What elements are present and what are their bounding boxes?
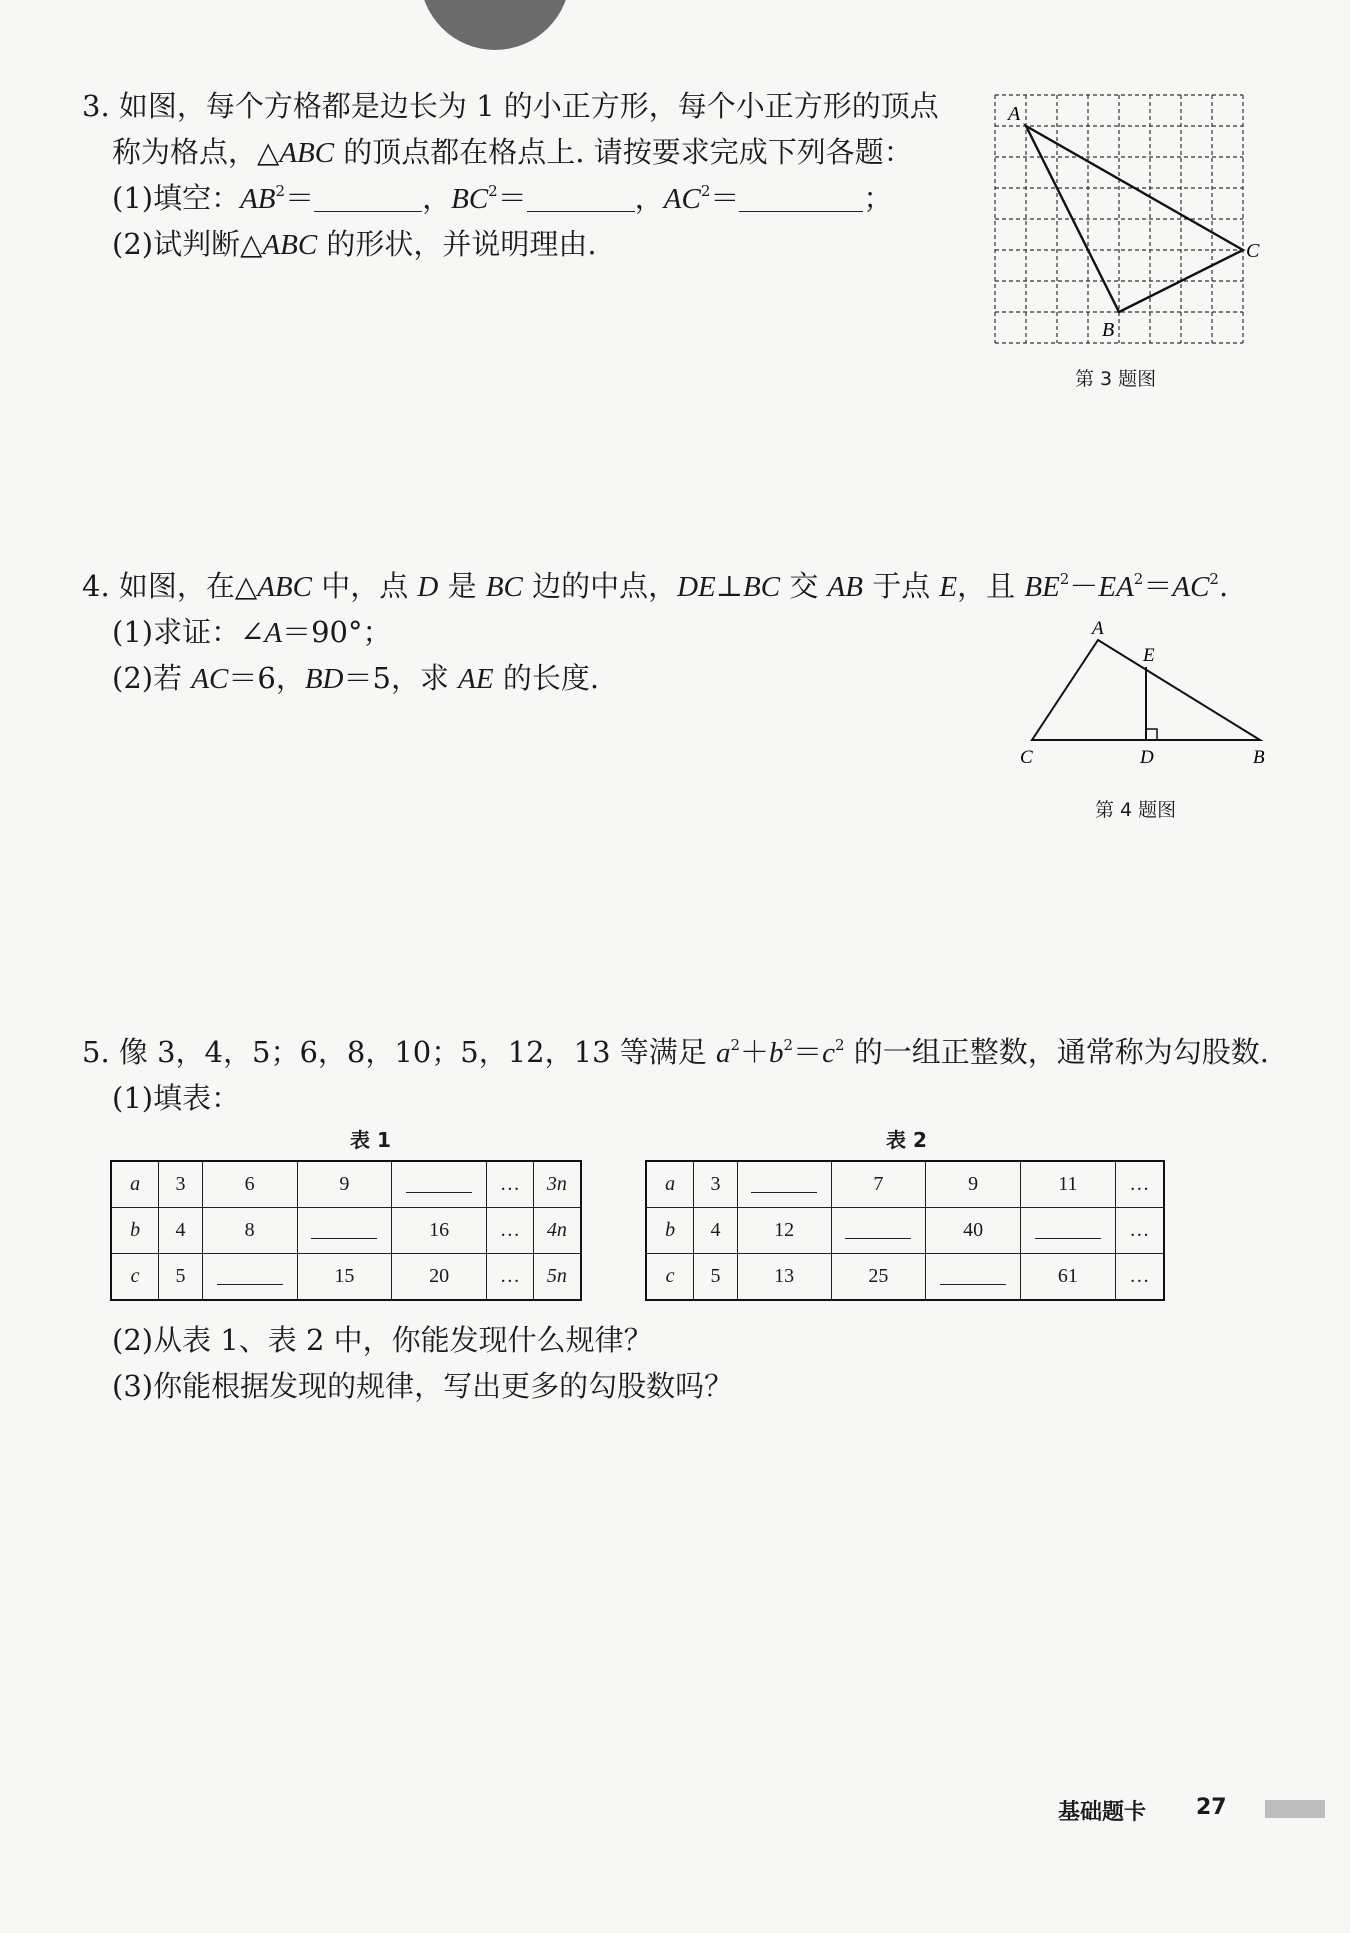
page-number: 27 bbox=[1196, 1795, 1227, 1820]
t1-cell: c bbox=[111, 1254, 159, 1301]
q3-part1-label: (1)填空： bbox=[112, 181, 241, 215]
q5-t-g: 的一组正整数，通常称为勾股数. bbox=[844, 1035, 1269, 1069]
q3-sq2: 2 bbox=[488, 182, 498, 200]
q4-part2 bbox=[112, 658, 599, 699]
t1-cell: … bbox=[486, 1161, 533, 1208]
q4-p2-d: BD bbox=[304, 663, 344, 695]
table-row bbox=[111, 1208, 581, 1254]
q3-comma1: ， bbox=[422, 181, 452, 215]
table1-caption: 表 1 bbox=[350, 1128, 391, 1152]
footer-bar bbox=[1265, 1800, 1325, 1818]
t1-cell: b bbox=[111, 1208, 159, 1254]
q4-t-e: 是 bbox=[438, 569, 486, 603]
q3-part2-a: (2)试判断△ bbox=[112, 227, 263, 261]
t1-cell: 4 bbox=[159, 1208, 203, 1254]
q3-eq2: ＝ bbox=[497, 181, 527, 215]
table2-caption: 表 2 bbox=[886, 1128, 927, 1152]
q3-blank-bc[interactable] bbox=[527, 185, 635, 212]
q5-var-c: c bbox=[822, 1037, 835, 1069]
t2-cell: b bbox=[646, 1208, 694, 1254]
q4-t-p: BE bbox=[1024, 571, 1060, 603]
t2-cell: 61 bbox=[1020, 1254, 1115, 1301]
q4-line1 bbox=[82, 566, 1228, 607]
q4-t-j: BC bbox=[743, 571, 781, 603]
label-c: C bbox=[1246, 240, 1260, 262]
q4-p1-b: A bbox=[264, 617, 283, 649]
t2-cell: 3 bbox=[694, 1161, 738, 1208]
q4-p2-g: 的长度. bbox=[493, 661, 600, 695]
footer-title: 基础题卡 bbox=[1058, 1800, 1147, 1825]
q3-sq1: 2 bbox=[275, 182, 286, 200]
q3-semicolon: ； bbox=[863, 181, 893, 215]
t2-cell: 40 bbox=[926, 1208, 1021, 1254]
t1-cell: 5 bbox=[159, 1254, 203, 1301]
q3-comma2: ， bbox=[634, 181, 664, 215]
t1-blank-cell[interactable] bbox=[392, 1161, 487, 1208]
t1-cell: a bbox=[111, 1161, 159, 1208]
t2-cell: 5 bbox=[694, 1254, 738, 1301]
q4-caption: 第 4 题图 bbox=[1095, 799, 1177, 821]
q3-part2 bbox=[112, 224, 597, 265]
q5-eq: ＝ bbox=[793, 1035, 823, 1069]
q3-sq3: 2 bbox=[700, 182, 711, 200]
t2-cell: 12 bbox=[737, 1208, 831, 1254]
q5-plus: ＋ bbox=[740, 1035, 770, 1069]
t1-cell: 6 bbox=[202, 1161, 297, 1208]
table-row bbox=[646, 1161, 1164, 1208]
q4-triangle-figure bbox=[1010, 610, 1280, 770]
table-row bbox=[111, 1254, 581, 1301]
q3-text-2a: 称为格点，△ bbox=[112, 135, 280, 169]
q4-t-l: AB bbox=[827, 571, 863, 603]
t2-cell: c bbox=[646, 1254, 694, 1301]
label-a: A bbox=[1008, 103, 1021, 125]
q4-t-h: DE bbox=[677, 571, 716, 603]
answer-blank[interactable] bbox=[217, 1262, 283, 1285]
q5-part2: (2)从表 1、表 2 中，你能发现什么规律？ bbox=[112, 1323, 653, 1357]
t1-cell: 5n bbox=[533, 1254, 581, 1301]
q3-part1 bbox=[112, 178, 892, 219]
t2-cell: 11 bbox=[1020, 1161, 1115, 1208]
t1-blank-cell[interactable] bbox=[297, 1208, 392, 1254]
q3-text-1: 3. 如图，每个方格都是边长为 1 的小正方形，每个小正方形的顶点 bbox=[82, 89, 939, 123]
t2-cell: … bbox=[1115, 1161, 1164, 1208]
t1-cell: 3n bbox=[533, 1161, 581, 1208]
t2-blank-cell[interactable] bbox=[831, 1208, 926, 1254]
q4-p2-a: (2)若 bbox=[112, 661, 192, 695]
q4-sq3: 2 bbox=[1209, 570, 1219, 588]
t2-cell: 13 bbox=[737, 1254, 831, 1301]
t1-cell: 8 bbox=[202, 1208, 297, 1254]
t2-cell: 7 bbox=[831, 1161, 926, 1208]
q5-part1: (1)填表： bbox=[112, 1081, 241, 1115]
t1-cell: 15 bbox=[297, 1254, 392, 1301]
label-b: B bbox=[1102, 319, 1115, 341]
q4-t-k: 交 bbox=[780, 569, 828, 603]
q4-sq2: 2 bbox=[1133, 570, 1144, 588]
answer-blank[interactable] bbox=[845, 1216, 911, 1239]
t2-cell: 25 bbox=[831, 1254, 926, 1301]
q5-sq2: 2 bbox=[783, 1036, 794, 1054]
q4-t-o: ，且 bbox=[957, 569, 1025, 603]
q5-part3: (3)你能根据发现的规律，写出更多的勾股数吗？ bbox=[112, 1369, 734, 1403]
q4-t-q: － bbox=[1069, 569, 1099, 603]
right-angle-mark bbox=[1146, 729, 1157, 740]
q5-var-b: b bbox=[769, 1037, 784, 1069]
q4-t-a: 4. 如图，在△ bbox=[82, 569, 258, 603]
q4-p2-e: ＝5，求 bbox=[343, 661, 459, 695]
q3-part2-var: ABC bbox=[262, 229, 318, 261]
q4-p2-f: AE bbox=[458, 663, 494, 695]
q5-var-a: a bbox=[715, 1037, 731, 1069]
q4-sq1: 2 bbox=[1059, 570, 1070, 588]
q4-t-u: . bbox=[1218, 569, 1229, 603]
t1-cell: 9 bbox=[297, 1161, 392, 1208]
q4-t-c: 中，点 bbox=[311, 569, 418, 603]
label-b-4: B bbox=[1253, 747, 1265, 768]
t2-cell: a bbox=[646, 1161, 694, 1208]
t2-blank-cell[interactable] bbox=[926, 1254, 1021, 1301]
q4-t-i: ⊥ bbox=[715, 569, 744, 603]
q4-t-s: ＝ bbox=[1143, 569, 1173, 603]
q3-part2-b: 的形状，并说明理由. bbox=[317, 227, 597, 261]
answer-blank[interactable] bbox=[311, 1216, 377, 1239]
t1-cell: 20 bbox=[392, 1254, 487, 1301]
q3-grid-figure bbox=[985, 85, 1260, 355]
t1-cell: 16 bbox=[392, 1208, 487, 1254]
answer-blank[interactable] bbox=[940, 1262, 1006, 1285]
q5-sq1: 2 bbox=[730, 1036, 740, 1054]
q3-caption: 第 3 题图 bbox=[1075, 368, 1157, 390]
t1-cell: … bbox=[486, 1208, 533, 1254]
label-d: D bbox=[1140, 747, 1154, 768]
q4-t-g: 边的中点， bbox=[522, 569, 678, 603]
q5-line1 bbox=[82, 1032, 1269, 1073]
t1-cell: 3 bbox=[159, 1161, 203, 1208]
t2-cell: 9 bbox=[926, 1161, 1021, 1208]
q4-part1 bbox=[112, 612, 392, 653]
t1-blank-cell[interactable] bbox=[202, 1254, 297, 1301]
label-c-4: C bbox=[1020, 747, 1033, 768]
table-row bbox=[646, 1254, 1164, 1301]
table1 bbox=[110, 1160, 582, 1301]
q3-text-2b: 的顶点都在格点上. 请按要求完成下列各题： bbox=[334, 135, 913, 169]
answer-blank[interactable] bbox=[1035, 1216, 1101, 1239]
grid-lines bbox=[995, 95, 1243, 343]
q5-t-a: 5. 像 3，4，5；6，8，10；5，12，13 等满足 bbox=[82, 1035, 716, 1069]
q4-t-t: AC bbox=[1172, 571, 1210, 603]
q4-p2-b: AC bbox=[191, 663, 229, 695]
q4-p1-c: ＝90°； bbox=[282, 615, 392, 649]
q4-t-d: D bbox=[417, 571, 439, 603]
q4-t-r: EA bbox=[1098, 571, 1134, 603]
label-e: E bbox=[1143, 645, 1155, 666]
q3-bc: BC bbox=[451, 183, 489, 215]
t2-cell: 4 bbox=[694, 1208, 738, 1254]
t2-cell: … bbox=[1115, 1208, 1164, 1254]
q3-ac: AC bbox=[663, 183, 701, 215]
q3-blank-ab[interactable] bbox=[314, 185, 422, 212]
q4-t-f: BC bbox=[485, 571, 523, 603]
q4-t-n: E bbox=[939, 571, 958, 603]
q3-eq3: ＝ bbox=[710, 181, 740, 215]
q3-ab: AB bbox=[240, 183, 276, 215]
table2 bbox=[645, 1160, 1165, 1301]
t1-cell: … bbox=[486, 1254, 533, 1301]
t2-cell: … bbox=[1115, 1254, 1164, 1301]
table-row bbox=[646, 1208, 1164, 1254]
binding-hole-shadow bbox=[420, 0, 570, 50]
q3-var-abc: ABC bbox=[279, 137, 335, 169]
q3-blank-ac[interactable] bbox=[739, 185, 863, 212]
t2-blank-cell[interactable] bbox=[737, 1161, 831, 1208]
t1-cell: 4n bbox=[533, 1208, 581, 1254]
answer-blank[interactable] bbox=[751, 1170, 817, 1193]
q4-t-m: 于点 bbox=[862, 569, 940, 603]
q3-line2 bbox=[112, 132, 913, 173]
table-row bbox=[111, 1161, 581, 1208]
t2-blank-cell[interactable] bbox=[1020, 1208, 1115, 1254]
q4-t-b: ABC bbox=[257, 571, 312, 603]
q5-sq3: 2 bbox=[834, 1036, 845, 1054]
answer-blank[interactable] bbox=[406, 1170, 472, 1193]
q3-line1 bbox=[82, 86, 939, 126]
label-a-4: A bbox=[1092, 618, 1104, 639]
q4-p1-a: (1)求证：∠ bbox=[112, 615, 265, 649]
q4-p2-c: ＝6， bbox=[228, 661, 305, 695]
q3-eq1: ＝ bbox=[285, 181, 315, 215]
